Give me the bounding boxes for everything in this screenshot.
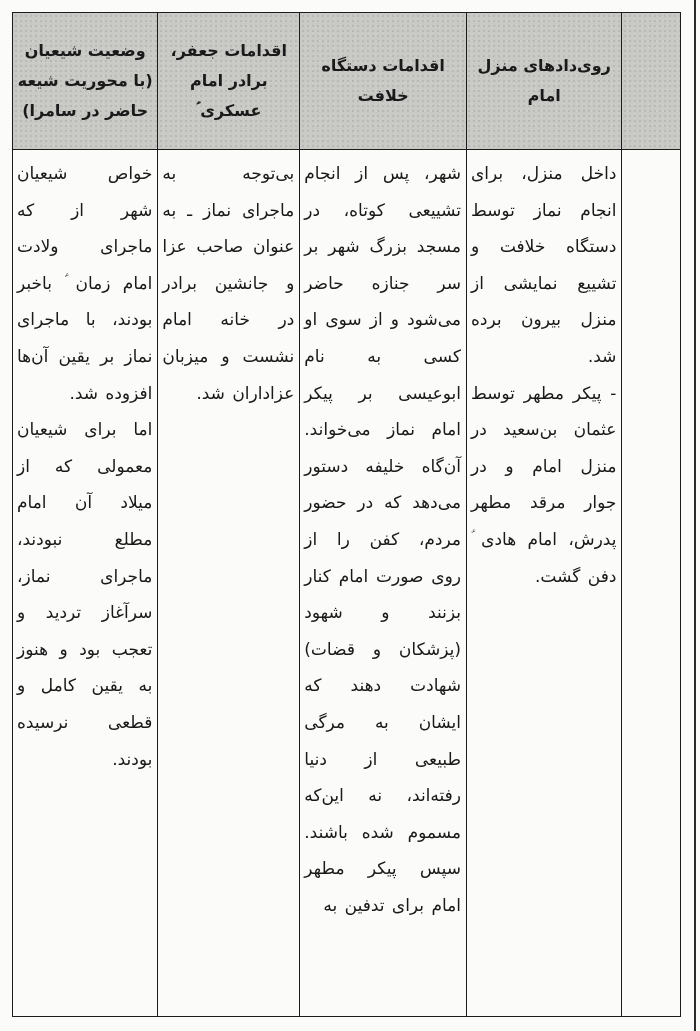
header-caliphate <box>300 13 467 150</box>
shia-paragraph-2: اما برای شیعیان معمولی که از میلاد آن امام مطلع نبودند، ماجرای نماز، سرآغاز تردید و تعجب بود و هنوز به یقین کامل و قطعی نرسیده بودند. <box>17 420 153 770</box>
cell-events-text <box>471 156 616 595</box>
cell-shia-text <box>17 156 152 778</box>
cell-jafar-text: بی‌توجه به ماجرای نماز ـ به عنوان صاحب عزا و جانشین برادر در خانه امام نشست و میزبان عزاداران شد. <box>162 164 295 404</box>
header-blank-cell <box>622 13 681 150</box>
page-edge-line <box>694 0 696 1031</box>
header-caliphate-text: اقدامات دستگاه خلافت <box>321 56 445 105</box>
cell-blank <box>622 150 681 1017</box>
events-table <box>12 12 681 1017</box>
events-paragraph-2: - پیکر مطهر توسط عثمان بن‌سعید در منزل امام و در جوار مرقد مطهر پدرش، امام هادی ؑ دفن گشت. <box>470 383 617 587</box>
header-shia-text: وضعیت شیعیان (با محوریت شیعه حاضر در سامرا) <box>17 41 153 120</box>
header-shia <box>13 13 158 150</box>
table-header-row <box>13 13 681 150</box>
header-jafar-text: اقدامات جعفر، برادر امام عسکری ؑ <box>170 41 287 120</box>
cell-caliphate-text: شهر، پس از انجام تشییعی کوتاه، در مسجد بزرگ شهر بر سر جنازه حاضر می‌شود و از سوی او کسی به نام ابوعیسی بر پیکر امام نماز می‌خواند. آن‌گاه خلیفه دستور می‌دهد که در حضور مردم، کفن را از روی صورت امام کنار بزنند و شهود (پزشکان و قضات) شهادت دهند که ایشان به مرگی طبیعی از دنیا رفته‌اند، نه این‌که مسموم شده باشند. سپس پیکر مطهر امام برای تدفین به <box>304 164 461 916</box>
cell-caliphate <box>300 150 467 1017</box>
cell-events <box>466 150 621 1017</box>
header-events-text: روی‌دادهای منزل امام <box>477 56 611 105</box>
shia-paragraph-1: خواص شیعیان شهر از که ماجرای ولادت امام زمان ؑ باخبر بودند، با ماجرای نماز بر یقین آن‌ها افزوده شد. <box>17 164 153 404</box>
table-row <box>13 150 681 1017</box>
events-paragraph-1: داخل منزل، برای انجام نماز توسط دستگاه خلافت و تشییع نمایشی از منزل بیرون برده شد. <box>470 164 617 367</box>
header-jafar <box>158 13 300 150</box>
cell-jafar <box>158 150 300 1017</box>
header-events <box>466 13 621 150</box>
cell-shia <box>13 150 158 1017</box>
